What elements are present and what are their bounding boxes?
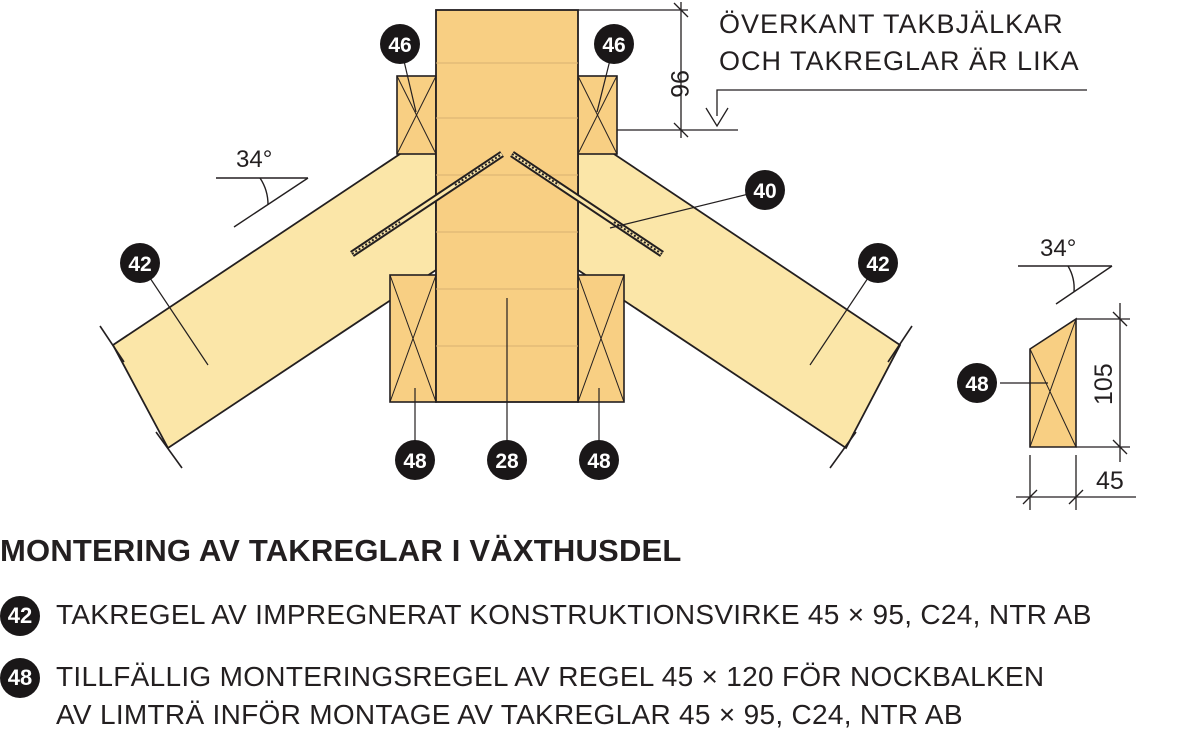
angle-label-main: 34° — [236, 146, 273, 173]
svg-text:28: 28 — [495, 450, 519, 473]
svg-text:46: 46 — [602, 34, 626, 57]
callout-28-ridge — [487, 440, 527, 480]
svg-text:48: 48 — [403, 450, 427, 473]
angle-indicator-detail — [1018, 266, 1112, 304]
note-line-1: ÖVERKANT TAKBJÄLKAR — [719, 9, 1064, 39]
legend-text-42: TAKREGEL AV IMPREGNERAT KONSTRUKTIONSVIRKE 45 × 95, C24, NTR AB — [56, 599, 1092, 630]
svg-text:48: 48 — [587, 450, 611, 473]
note-leader — [706, 90, 1087, 126]
angle-label-detail: 34° — [1040, 235, 1077, 262]
callout-40-screw — [745, 170, 785, 210]
callout-46-left — [380, 24, 420, 64]
svg-text:48: 48 — [965, 373, 989, 396]
svg-text:46: 46 — [388, 34, 412, 57]
dimension-96-label: 96 — [665, 70, 693, 98]
legend-badge-48: 48 — [0, 658, 40, 698]
callout-42-right — [858, 243, 898, 283]
svg-text:42: 42 — [128, 253, 152, 276]
svg-text:40: 40 — [753, 180, 777, 203]
legend-text-48-line1: TILLFÄLLIG MONTERINGSREGEL AV REGEL 45 × 120 FÖR NOCKBALKEN — [56, 661, 1045, 692]
callout-46-right — [594, 24, 634, 64]
note-line-2: OCH TAKREGLAR ÄR LIKA — [719, 46, 1080, 76]
dimension-105-label: 105 — [1090, 363, 1118, 405]
legend-badge-42: 42 — [0, 596, 40, 636]
callout-42-left — [120, 243, 160, 283]
callout-48-detail — [957, 363, 997, 403]
callout-48-left — [395, 440, 435, 480]
svg-text:42: 42 — [866, 253, 890, 276]
dimension-45-label: 45 — [1096, 467, 1124, 495]
legend-text-48-line2: AV LIMTRÄ INFÖR MONTAGE AV TAKREGLAR 45 × 95, C24, NTR AB — [56, 699, 963, 730]
angle-indicator-main — [216, 178, 308, 227]
callout-48-right — [579, 440, 619, 480]
right-rafter — [578, 130, 900, 448]
section-title: MONTERING AV TAKREGLAR I VÄXTHUSDEL — [0, 533, 682, 568]
